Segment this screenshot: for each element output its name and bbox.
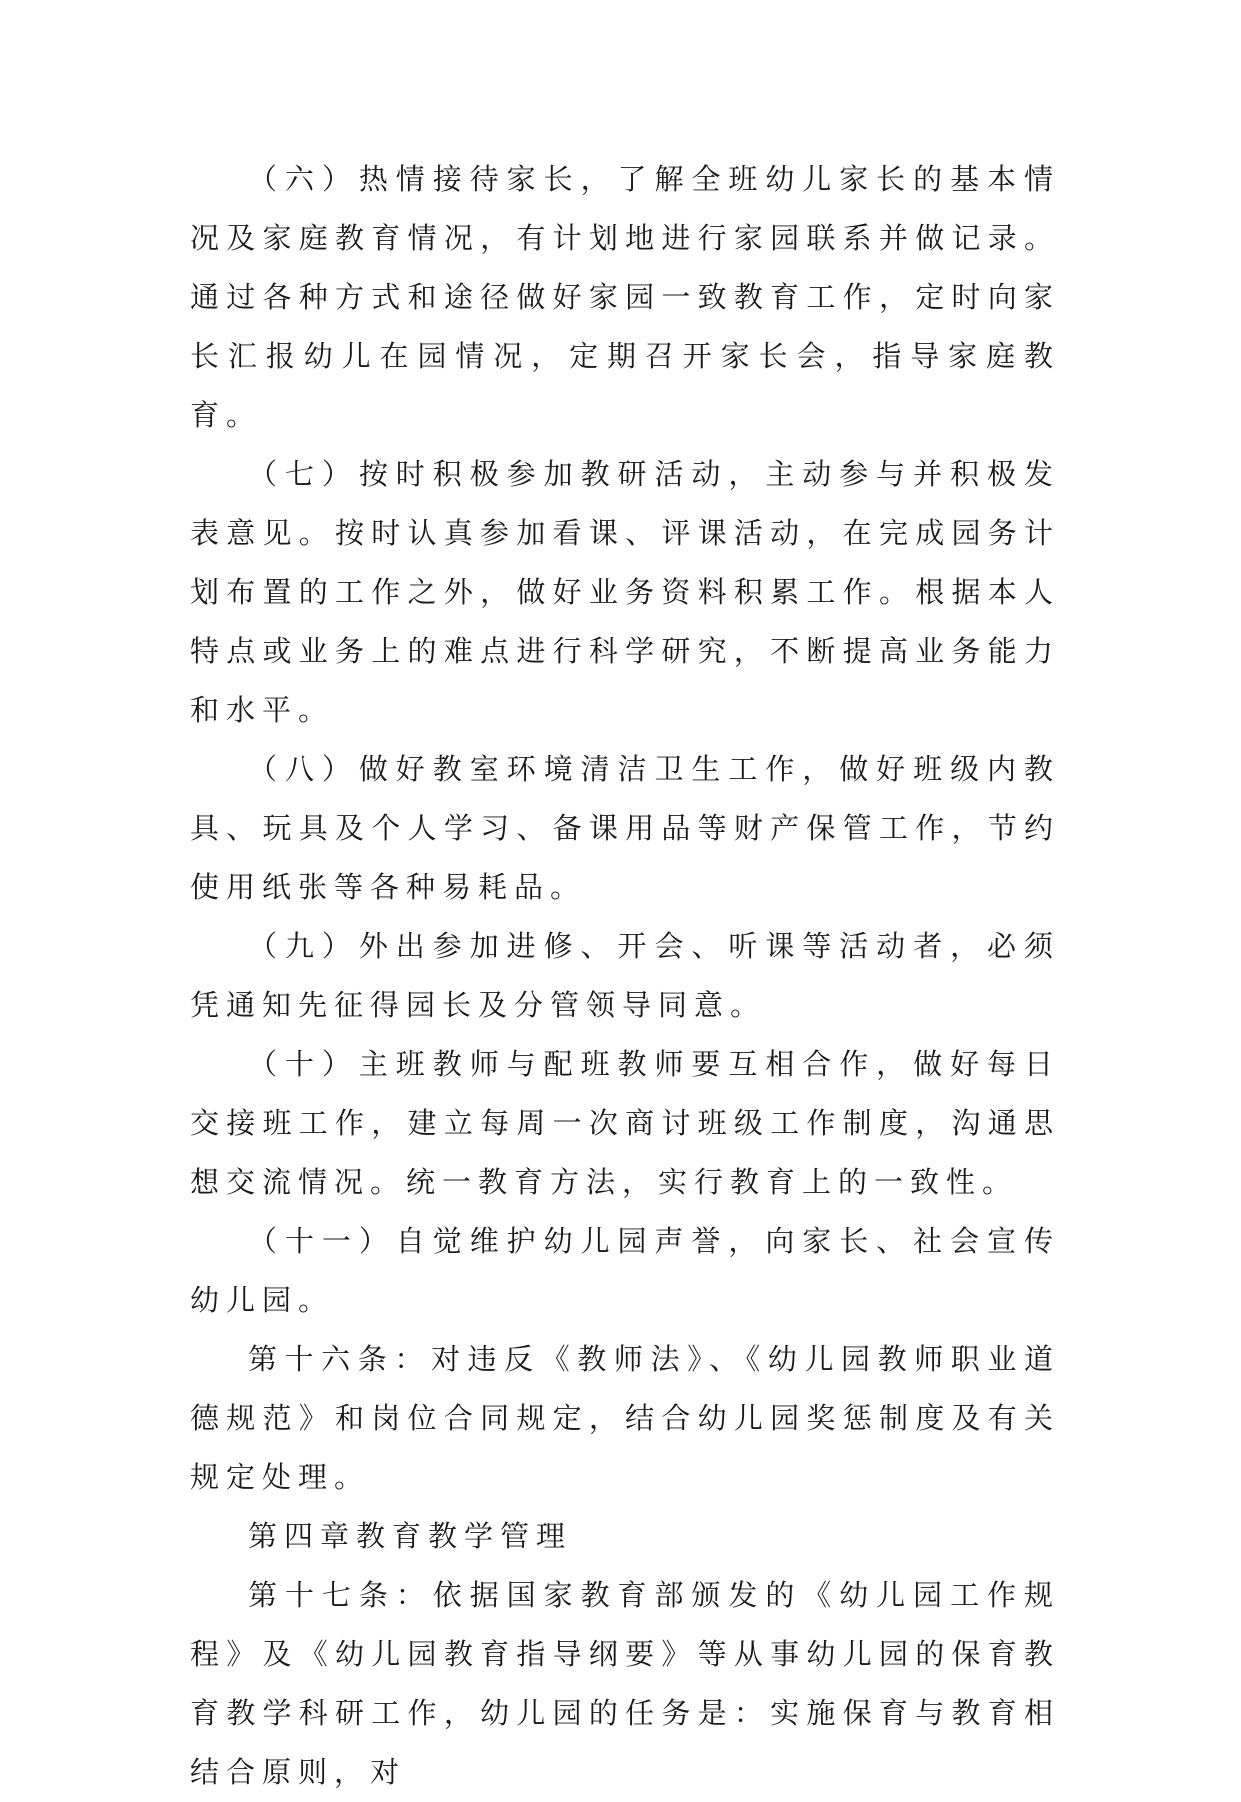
- article-17: 第十七条：依据国家教育部颁发的《幼儿园工作规程》及《幼儿园教育指导纲要》等从事幼儿园的保育教育教学科研工作，幼儿园的任务是：实施保育与教育相结合原则，对: [190, 1578, 1060, 1789]
- paragraph-item-10: （十）主班教师与配班教师要互相合作，做好每日交接班工作，建立每周一次商讨班级工作制度，沟通思想交流情况。统一教育方法，实行教育上的一致性。: [190, 1047, 1060, 1199]
- document-body: [190, 150, 1060, 1802]
- paragraph-item-6: （六）热情接待家长，了解全班幼儿家长的基本情况及家庭教育情况，有计划地进行家园联系并做记录。通过各种方式和途径做好家园一致教育工作，定时向家长汇报幼儿在园情况，定期召开家长会，指导家庭教育。: [190, 162, 1060, 432]
- paragraph-item-11: （十一）自觉维护幼儿园声誉，向家长、社会宣传幼儿园。: [190, 1224, 1060, 1317]
- paragraph-item-9: （九）外出参加进修、开会、听课等活动者，必须凭通知先征得园长及分管领导同意。: [190, 929, 1060, 1022]
- chapter-heading: 第四章教育教学管理: [248, 1519, 573, 1553]
- article-16: 第十六条：对违反《教师法》、《幼儿园教师职业道德规范》和岗位合同规定，结合幼儿园奖惩制度及有关规定处理。: [190, 1342, 1060, 1494]
- paragraph-item-8: （八）做好教室环境清洁卫生工作，做好班级内教具、玩具及个人学习、备课用品等财产保管工作，节约使用纸张等各种易耗品。: [190, 752, 1060, 904]
- paragraph-item-7: （七）按时积极参加教研活动，主动参与并积极发表意见。按时认真参加看课、评课活动，在完成园务计划布置的工作之外，做好业务资料积累工作。根据本人特点或业务上的难点进行科学研究，不断提高业务能力和水平。: [190, 457, 1060, 727]
